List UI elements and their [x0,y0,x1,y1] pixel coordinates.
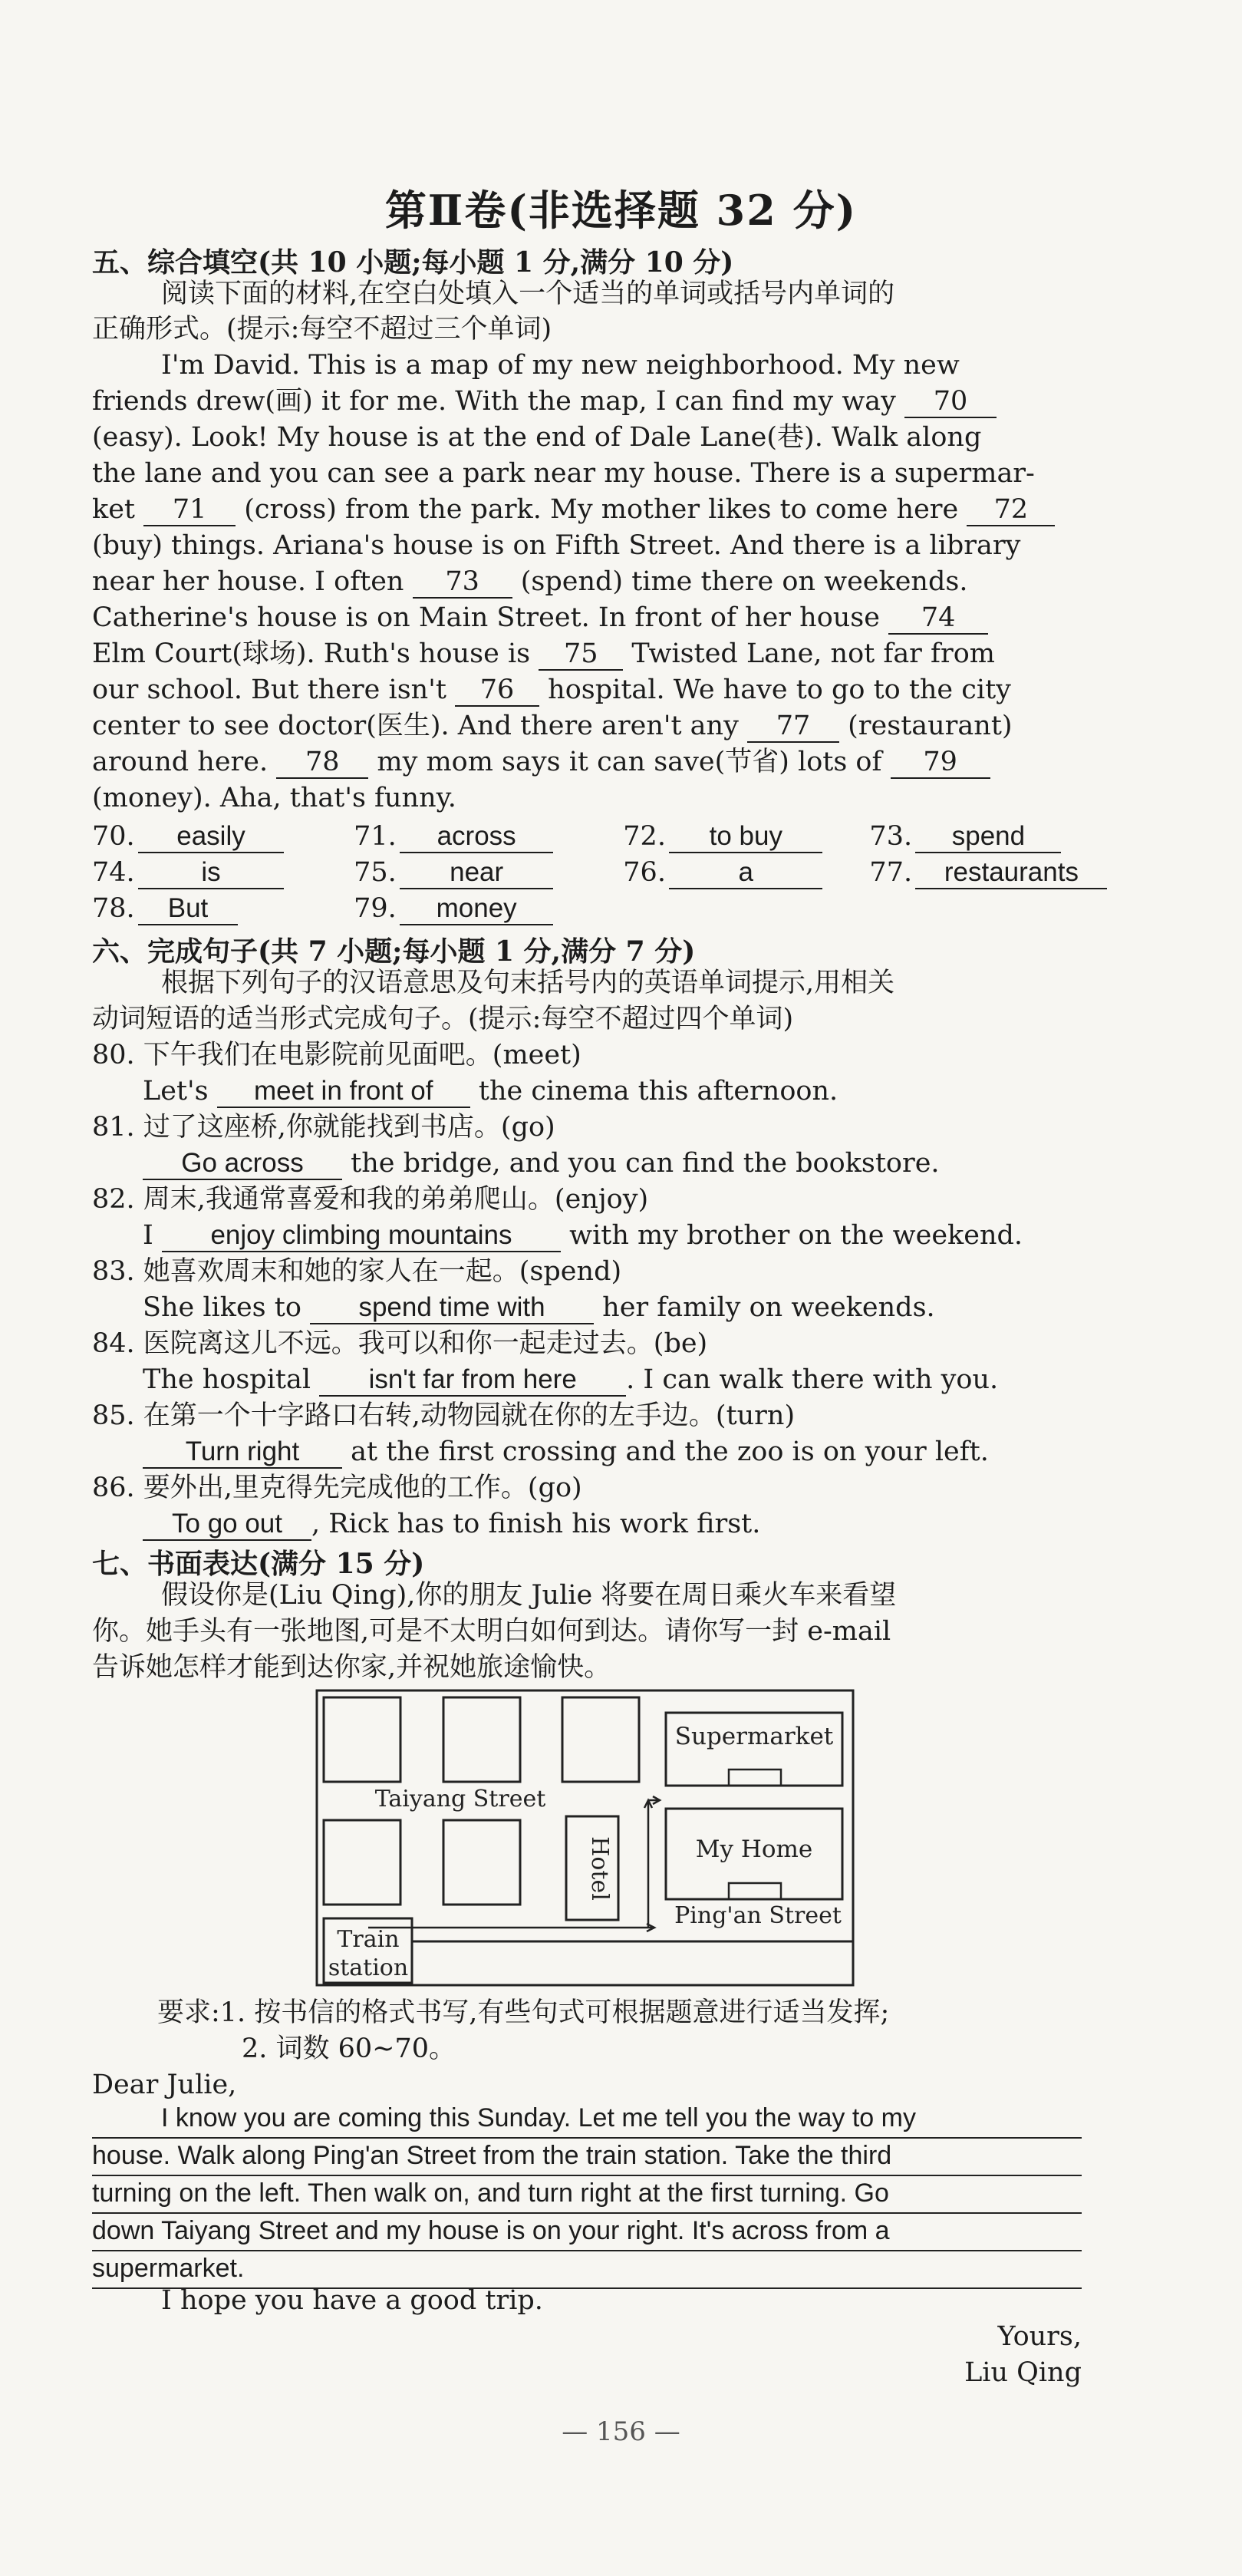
map-label-my-home: My Home [695,1836,813,1863]
passage-line: Elm Court(球场). Ruth's house is 75 Twisted Lane, not far from [92,638,995,669]
blank-79: 79 [891,747,990,779]
passage-line: Catherine's house is on Main Street. In front of her house 74 [92,600,1082,635]
question-answer-line: She likes to spend time with her family on weekends. [143,1292,935,1323]
passage-line: (easy). Look! My house is at the end of Dale Lane(巷). Walk along [92,422,982,453]
letter-yours: Yours, [997,2321,1082,2352]
passage-line: near her house. I often 73 (spend) time there on weekends. [92,566,968,597]
blank-76: 76 [455,675,539,707]
essay-line: supermarket. [92,2251,1082,2289]
passage-line: I'm David. This is a map of my new neighborhood. My new [161,350,960,381]
map-label-supermarket: Supermarket [674,1723,834,1750]
essay-line: down Taiyang Street and my house is on your right. It's across from a [92,2214,1082,2251]
page-title: 第Ⅱ卷(非选择题 32 分) [384,186,858,235]
section5-instruction: 阅读下面的材料,在空白处填入一个适当的单词或括号内单词的 [161,279,895,309]
question-answer-line: Let's meet in front of the cinema this afternoon. [143,1076,838,1107]
question-prompt: 85. 在第一个十字路口右转,动物园就在你的左手边。(turn) [92,1400,796,1431]
passage-line: (buy) things. Ariana's house is on Fifth Street. And there is a library [92,530,1021,561]
essay-answer [92,2101,1082,2289]
blank-75: 75 [539,638,623,671]
map-building [443,1820,520,1905]
question-answer-line: The hospital isn't far from here . I can walk there with you. [143,1364,999,1395]
question-answer-line: Go across the bridge, and you can find the bookstore. [143,1146,1132,1181]
section7-instruction: 假设你是(Liu Qing),你的朋友 Julie 将要在周日乘火车来看望 [161,1580,897,1611]
passage-line: (money). Aha, that's funny. [92,783,456,813]
letter-greeting: Dear Julie, [92,2070,237,2100]
answer-80: meet in front of [217,1076,470,1108]
map-label-taiyang-street: Taiyang Street [374,1786,546,1812]
map-home-door [729,1883,781,1899]
passage-line: friends drew(画) it for me. With the map, I can find my way 70 [92,384,1082,419]
blank-72: 72 [967,494,1055,526]
map-supermarket-door [729,1770,781,1786]
map-label-pingan-street: Ping'an Street [674,1902,842,1929]
section5-heading: 五、综合填空(共 10 小题;每小题 1 分,满分 10 分) [92,246,734,279]
answer-74: is [138,857,284,889]
requirement-2: 2. 词数 60~70。 [242,2033,456,2064]
essay-line: turning on the left. Then walk on, and turn right at the first turning. Go [92,2176,1082,2214]
answer-84: isn't far from here [319,1364,626,1397]
letter-closing: I hope you have a good trip. [161,2285,543,2316]
answer-row: 70. easily 71. across 72. to buy 73. spend [92,821,1061,853]
answer-82: enjoy climbing mountains [162,1220,561,1252]
question-answer-line: To go out , Rick has to finish his work first. [143,1506,1132,1542]
answer-85: Turn right [143,1436,342,1469]
letter-signature: Liu Qing [964,2357,1082,2388]
answer-72: to buy [669,821,822,853]
map-building [443,1697,520,1782]
map-label-train: Train [337,1926,400,1953]
answer-row: 74. is 75. near 76. a 77. restaurants [92,857,1107,889]
section7-instruction: 你。她手头有一张地图,可是不太明白如何到达。请你写一封 e-mail [92,1616,891,1647]
question-prompt: 84. 医院离这儿不远。我可以和你一起走过去。(be) [92,1328,708,1359]
answer-73: spend [915,821,1061,853]
requirement-1: 要求:1. 按书信的格式书写,有些句式可根据题意进行适当发挥; [157,1997,890,2028]
answer-86: To go out [143,1509,311,1541]
neighborhood-map [315,1688,855,1987]
essay-line: house. Walk along Ping'an Street from the train station. Take the third [92,2139,1082,2176]
answer-78: But [138,893,238,925]
blank-77: 77 [747,711,839,743]
answer-81: Go across [143,1148,342,1180]
blank-71: 71 [143,494,236,526]
answer-77: restaurants [915,857,1107,889]
blank-70: 70 [904,386,997,418]
page-number: — 156 — [562,2416,680,2447]
answer-76: a [669,857,822,889]
map-building [562,1697,639,1782]
blank-74: 74 [888,602,988,635]
map-label-station: station [328,1954,409,1981]
blank-78: 78 [276,747,368,779]
question-prompt: 86. 要外出,里克得先完成他的工作。(go) [92,1473,582,1503]
section7-instruction: 告诉她怎样才能到达你家,并祝她旅途愉快。 [92,1652,611,1683]
section6-heading: 六、完成句子(共 7 小题;每小题 1 分,满分 7 分) [92,935,696,968]
blank-73: 73 [413,566,512,599]
question-prompt: 82. 周末,我通常喜爱和我的弟弟爬山。(enjoy) [92,1184,649,1215]
map-building [324,1820,400,1905]
section5-instruction: 正确形式。(提示:每空不超过三个单词) [92,314,552,345]
question-answer-line: I enjoy climbing mountains with my brother on the weekend. [143,1220,1023,1251]
question-prompt: 83. 她喜欢周末和她的家人在一起。(spend) [92,1256,622,1287]
map-building [324,1697,400,1782]
answer-79: money [400,893,553,925]
passage-line: center to see doctor(医生). And there aren't any 77 (restaurant) [92,711,1013,741]
passage-line: the lane and you can see a park near my house. There is a supermar- [92,458,1035,489]
section7-heading: 七、书面表达(满分 15 分) [92,1548,425,1580]
answer-row: 78. But 79. money [92,893,553,925]
answer-83: spend time with [310,1292,594,1324]
section6-instruction: 动词短语的适当形式完成句子。(提示:每空不超过四个单词) [92,1004,794,1034]
passage-line: our school. But there isn't 76 hospital. We have to go to the city [92,675,1011,705]
map-label-hotel: Hotel [586,1836,613,1901]
essay-line: I know you are coming this Sunday. Let me tell you the way to my [92,2101,1082,2139]
question-answer-line: Turn right at the first crossing and the zoo is on your left. [143,1434,1132,1469]
answer-70: easily [138,821,284,853]
section6-instruction: 根据下列句子的汉语意思及句末括号内的英语单词提示,用相关 [161,968,895,998]
answer-75: near [400,857,553,889]
passage-line: ket 71 (cross) from the park. My mother likes to come here 72 [92,492,1082,527]
question-prompt: 81. 过了这座桥,你就能找到书店。(go) [92,1112,555,1143]
passage-line: around here. 78 my mom says it can save(节省) lots of 79 [92,744,1082,780]
question-prompt: 80. 下午我们在电影院前见面吧。(meet) [92,1040,581,1070]
answer-71: across [400,821,553,853]
